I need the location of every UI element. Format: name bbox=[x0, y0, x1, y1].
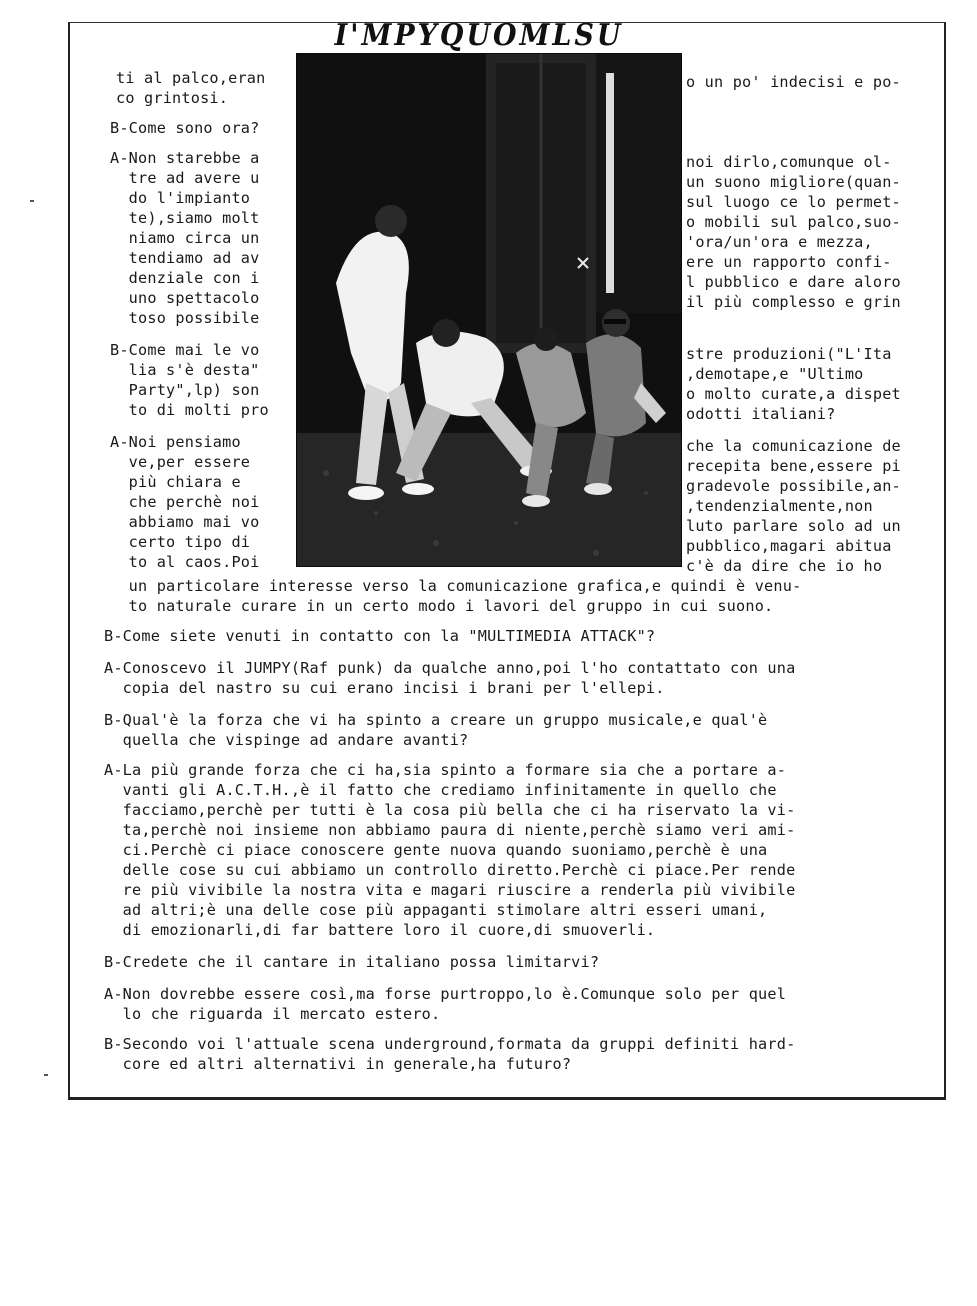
answer-1-left-line: te),siamo molt bbox=[110, 209, 260, 227]
question-2-left-line: to di molti pro bbox=[110, 401, 269, 419]
question-2-left-line: B-Come mai le vo bbox=[110, 341, 260, 359]
answer-1-right-line: o mobili sul palco,suo- bbox=[686, 213, 901, 231]
answer-2-right-line: c'è da dire che io ho bbox=[686, 557, 883, 575]
scan-speck bbox=[44, 1074, 48, 1076]
answer-2-right-line: gradevole possibile,an- bbox=[686, 477, 901, 495]
intro-left-line-1: ti al palco,eran bbox=[116, 69, 266, 87]
body-line: A-Conoscevo il JUMPY(Raf punk) da qualche anno,poi l'ho contattato con una bbox=[104, 659, 796, 677]
body-line: ci.Perchè ci piace conoscere gente nuova quando suoniamo,perchè è una bbox=[104, 841, 768, 859]
answer-1-left-line: do l'impianto bbox=[110, 189, 251, 207]
answer-2-right-line: luto parlare solo ad un bbox=[686, 517, 901, 535]
answer-2-left-line: ve,per essere bbox=[110, 453, 251, 471]
answer-1-left-line: toso possibile bbox=[110, 309, 260, 327]
question-italiano: B-Credete che il cantare in italiano possa limitarvi? bbox=[104, 953, 600, 971]
question-2-right-line: ,demotape,e "Ultimo bbox=[686, 365, 864, 383]
body-line: un particolare interesse verso la comunicazione grafica,e quindi è venu- bbox=[110, 577, 802, 595]
answer-1-right-line: noi dirlo,comunque ol- bbox=[686, 153, 892, 171]
question-2-left-line: lia s'è desta" bbox=[110, 361, 260, 379]
answer-1-right-line: un suono migliore(quan- bbox=[686, 173, 901, 191]
answer-2-left-line: to al caos.Poi bbox=[110, 553, 260, 571]
body-line: ad altri;è una delle cose più appaganti stimolare altri esseri umani, bbox=[104, 901, 768, 919]
question-1: B-Come sono ora? bbox=[110, 119, 260, 137]
answer-1-left-line: A-Non starebbe a bbox=[110, 149, 260, 167]
question-2-right-line: odotti italiani? bbox=[686, 405, 836, 423]
body-line: lo che riguarda il mercato estero. bbox=[104, 1005, 441, 1023]
answer-1-right-line: ere un rapporto confi- bbox=[686, 253, 892, 271]
answer-1-left-line: niamo circa un bbox=[110, 229, 260, 247]
answer-1-left-line: denziale con i bbox=[110, 269, 260, 287]
body-line: to naturale curare in un certo modo i lavori del gruppo in cui suono. bbox=[110, 597, 774, 615]
body-line: A-La più grande forza che ci ha,sia spinto a formare sia che a portare a- bbox=[104, 761, 787, 779]
answer-2-right-line: recepita bene,essere pi bbox=[686, 457, 901, 475]
answer-2-left-line: certo tipo di bbox=[110, 533, 251, 551]
body-line: quella che vispinge ad andare avanti? bbox=[104, 731, 469, 749]
answer-1-right-line: sul luogo ce lo permet- bbox=[686, 193, 901, 211]
band-photo bbox=[296, 53, 682, 567]
body-line: copia del nastro su cui erano incisi i brani per l'ellepi. bbox=[104, 679, 665, 697]
body-line: facciamo,perchè per tutti è la cosa più bella che ci ha riservato la vi- bbox=[104, 801, 796, 819]
body-line: vanti gli A.C.T.H.,è il fatto che crediamo infinitamente in quello che bbox=[104, 781, 777, 799]
body-line: di emozionarli,di far battere loro il cuore,di smuoverli. bbox=[104, 921, 656, 939]
question-2-left-line: Party",lp) son bbox=[110, 381, 260, 399]
body-line: core ed altri alternativi in generale,ha futuro? bbox=[104, 1055, 572, 1073]
answer-2-right-line: ,tendenzialmente,non bbox=[686, 497, 873, 515]
answer-1-right-line: l pubblico e dare aloro bbox=[686, 273, 901, 291]
answer-1-right-line: il più complesso e grin bbox=[686, 293, 901, 311]
answer-1-left-line: tre ad avere u bbox=[110, 169, 260, 187]
answer-1-left-line: uno spettacolo bbox=[110, 289, 260, 307]
answer-2-left-line: abbiamo mai vo bbox=[110, 513, 260, 531]
question-multimedia-attack: B-Come siete venuti in contatto con la "MULTIMEDIA ATTACK"? bbox=[104, 627, 656, 645]
body-line: delle cose su cui abbiamo un controllo diretto.Perchè ci piace.Per rende bbox=[104, 861, 796, 879]
answer-2-left-line: più chiara e bbox=[110, 473, 241, 491]
answer-2-left-line: che perchè noi bbox=[110, 493, 260, 511]
scan-speck bbox=[30, 200, 34, 202]
answer-2-left-line: A-Noi pensiamo bbox=[110, 433, 241, 451]
answer-2-right-line: che la comunicazione de bbox=[686, 437, 901, 455]
answer-2-right-line: pubblico,magari abitua bbox=[686, 537, 892, 555]
question-forza: B-Qual'è la forza che vi ha spinto a creare un gruppo musicale,e qual'è bbox=[104, 711, 768, 729]
question-2-right-line: o molto curate,a dispet bbox=[686, 385, 901, 403]
question-underground: B-Secondo voi l'attuale scena underground,formata da gruppi definiti hard- bbox=[104, 1035, 796, 1053]
band-photo-image bbox=[296, 53, 682, 567]
question-2-right-line: stre produzioni("L'Ita bbox=[686, 345, 892, 363]
body-line: A-Non dovrebbe essere così,ma forse purtroppo,lo è.Comunque solo per quel bbox=[104, 985, 787, 1003]
body-line: re più vivibile la nostra vita e magari riuscire a renderla più vivibile bbox=[104, 881, 796, 899]
masthead-title: I'MPYQUOMLSU bbox=[334, 18, 624, 53]
intro-left-line-2: co grintosi. bbox=[116, 89, 229, 107]
answer-1-right-line: 'ora/un'ora e mezza, bbox=[686, 233, 873, 251]
answer-1-left-line: tendiamo ad av bbox=[110, 249, 260, 267]
intro-right-line-1: o un po' indecisi e po- bbox=[686, 73, 901, 91]
body-line: ta,perchè noi insieme non abbiamo paura di niente,perchè siamo veri ami- bbox=[104, 821, 796, 839]
